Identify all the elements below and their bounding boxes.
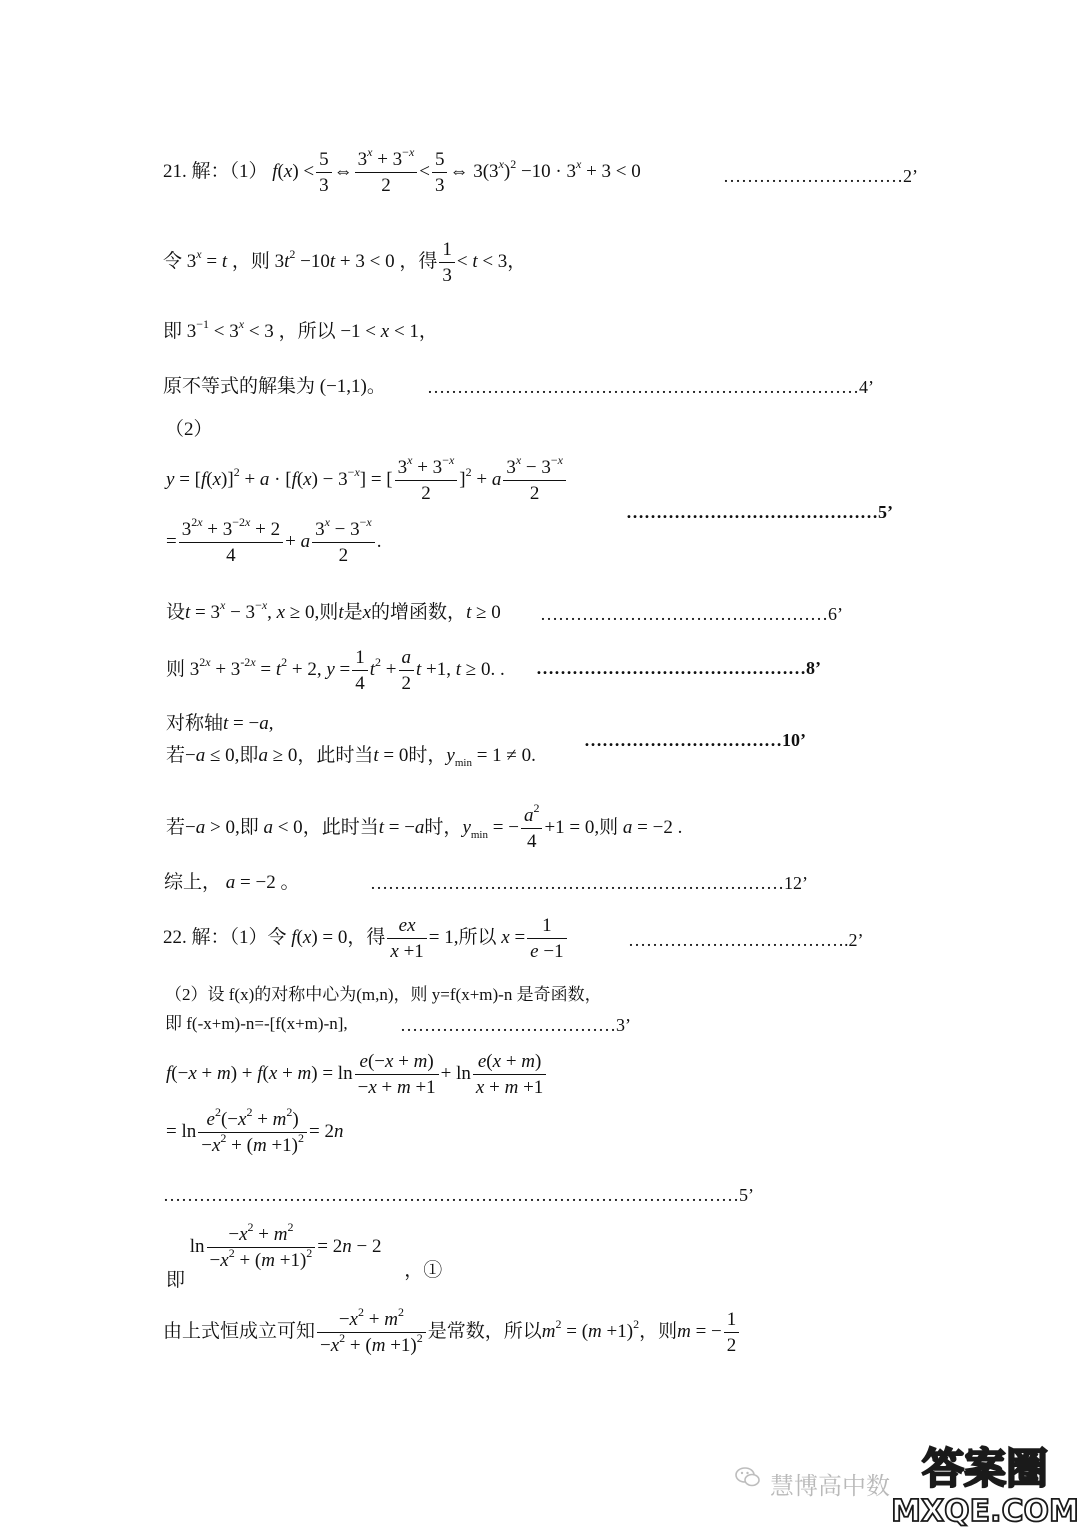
q22-text-constant: 由上式恒成立可知 — [163, 1320, 316, 1342]
q21-line-2: 令 $3^x = t$ ，则 $3t^2 -10t + 3 < 0$ ，得 $\frac{1}{3}$ < t < 3， — [163, 239, 527, 286]
q22-text-suoyi: 所以 — [458, 926, 497, 948]
q21-period: 。 — [366, 376, 386, 397]
q21-text-ze3: 则 — [166, 658, 186, 680]
q21-text-cishi: ，此时当 — [297, 745, 374, 766]
q22-circle-1: ，① — [404, 1259, 443, 1281]
q21-line-10: 若−a ≤ 0,即a ≥ 0，此时当t = 0时，$y_{min} = 1 \ne 0$. — [166, 745, 536, 769]
q21-text-shi2: 时， — [408, 745, 447, 766]
q21-inequality: f(x) < $\frac{5}{3}$ ⇔ $\frac{3^x + 3^{-x}}{2}$ < $\frac{5}{3}$ ⇔ $3(3^x)^2 -10 \cdot 3^x + 3 < 0$ — [272, 145, 641, 196]
q22-text-ze: ，则 — [639, 1320, 678, 1342]
q21-text-shi3: 时， — [424, 816, 463, 838]
q21-line-5: $y = [f(x)]^2 + a \cdot [f(x) - 3^{-x}]$ = [ $\frac{3^x + 3^{-x}}{2}$ ]$^2$ + a $\frac{3^x - 3^{-x}}{2}$ — [166, 458, 568, 503]
q21-line-11: 若−a > 0,即 a < 0，此时当t = −a时，$y_{min}$ = − $\frac{a^2}{4}$ +1 = 0,则 a = −2 . — [166, 801, 683, 852]
q21-score-8: ………………………………………8’ — [536, 658, 821, 678]
q21-text-ze2: 则 — [319, 602, 339, 623]
q22-line-2: （2）设 f(x)的对称中心为(m,n)，则 y=f(x+m)-n 是奇函数， — [165, 985, 602, 1004]
q22-score-5: ……………………………………………………………………………………5’ — [163, 1185, 754, 1205]
q21-text-ji: 即 — [163, 321, 183, 342]
q21-text-ruo: 若 — [166, 745, 186, 766]
wechat-icon — [735, 1466, 761, 1488]
q21-line-1 — [163, 145, 641, 196]
q21-text-ling: 令 — [163, 250, 183, 272]
q21-line-3: 即 $3^{-1} < 3^x < 3$ ，所以 −1 < x < 1， — [163, 317, 438, 342]
q21-line-8: 则 $3^{2x} + 3^{-2x} = t^2 + 2$, y = $\frac{1}{4}$ $t^2$ + $\frac{a}{2}$ t +1, t ≥ 0. . — [166, 647, 505, 694]
q21-heading: 21. 解：（1） — [163, 160, 268, 182]
q21-text-ji2: 即 — [239, 745, 259, 766]
q21-line-6: = $\frac{3^{2x} + 3^{-2x} + 2}{4}$ + a $\frac{3^x - 3^{-x}}{2}$ . — [166, 515, 382, 566]
q21-axis-label: 对称轴 — [166, 713, 224, 734]
q21-text-ze: ，则 — [231, 250, 270, 272]
q21-score-5: ……………………………………5’ — [626, 502, 893, 522]
watermark-logo-bottom: MXQE.COM — [891, 1494, 1079, 1528]
q21-line-4: 原不等式的解集为 (−1,1)。 — [163, 376, 386, 397]
q22-text-ji: 即 — [166, 1269, 186, 1291]
q21-text-shi: 是 — [343, 602, 363, 623]
q21-text-de: ，得 — [399, 250, 438, 272]
q22-line-5: = ln $\frac{e^2(-x^2 + m^2)}{-x^2 + (m +1)^2}$ = 2n — [166, 1105, 344, 1156]
q21-line-7: 设$t = 3^x - 3^{-x}$, x ≥ 0,则t是x的增函数，t ≥ 0 — [166, 598, 501, 623]
q21-text-cishi2: ，此时当 — [302, 816, 379, 838]
q21-text-she: 设 — [166, 602, 186, 623]
q21-text-increasing: 的增函数， — [371, 602, 467, 623]
q21-score-10: ……………………………10’ — [584, 730, 806, 750]
q22-heading: 22. 解：（1）令 — [163, 926, 287, 948]
q21-conclusion-label: 综上， — [164, 872, 222, 893]
q22-line-7: 由上式恒成立可知 $\frac{-x^2 + m^2}{-x^2 + (m +1)^2}$ 是常数，所以$m^2 = (m +1)^2$，则m = − $\frac{1}{2}$ — [163, 1310, 741, 1355]
q22-line-3: 即 f(-x+m)-n=-[f(x+m)-n], — [165, 1014, 348, 1033]
q21-part-2: （2） — [165, 419, 213, 440]
q22-text-de: ，得 — [347, 926, 386, 948]
q21-text-suoyi: ，所以 — [278, 321, 336, 342]
q21-period2: 。 — [280, 872, 300, 893]
watermark-logo-top: 答案圈 — [921, 1444, 1049, 1493]
q22-score-3: ………………………………3’ — [400, 1015, 631, 1035]
q22-text-changshu: 是常数，所以 — [427, 1320, 542, 1342]
q21-text-ruo2: 若 — [166, 816, 186, 838]
q21-text-ze4: 则 — [599, 816, 619, 838]
q21-line-12: 综上， a = −2 。 — [164, 872, 300, 893]
q21-line-9: 对称轴t = −a, — [166, 713, 274, 734]
q22-line-1: 22. 解：（1）令 f(x) = 0，得 $\frac{ex}{x +1}$ = 1,所以 x = $\frac{1}{e -1}$ — [163, 916, 569, 961]
q21-score-6: …………………………………………6’ — [540, 604, 843, 624]
q22-line-4: f(−x + m) + f(x + m) = ln $\frac{e(-x + m)}{-x + m +1}$ + ln $\frac{e(x + m)}{x + m +1}$ — [166, 1052, 548, 1097]
q21-text-ji3: 即 — [239, 816, 259, 838]
q21-score-2: …………………………2’ — [723, 166, 918, 186]
watermark-logo — [890, 1433, 1080, 1528]
q21-score-4: ………………………………………………………………4’ — [427, 377, 874, 397]
q21-score-12: ……………………………………………………………12’ — [370, 873, 808, 893]
q21-solution-set-label: 原不等式的解集为 — [163, 376, 316, 397]
q22-line-6: 即 ln $\frac{-x^2 + m^2}{-x^2 + (m +1)^2}$ = 2n − 2 ，① — [166, 1220, 443, 1291]
q22-score-2: ……………………………….2’ — [628, 930, 864, 950]
watermark-account: 慧博高中数 — [770, 1472, 890, 1500]
